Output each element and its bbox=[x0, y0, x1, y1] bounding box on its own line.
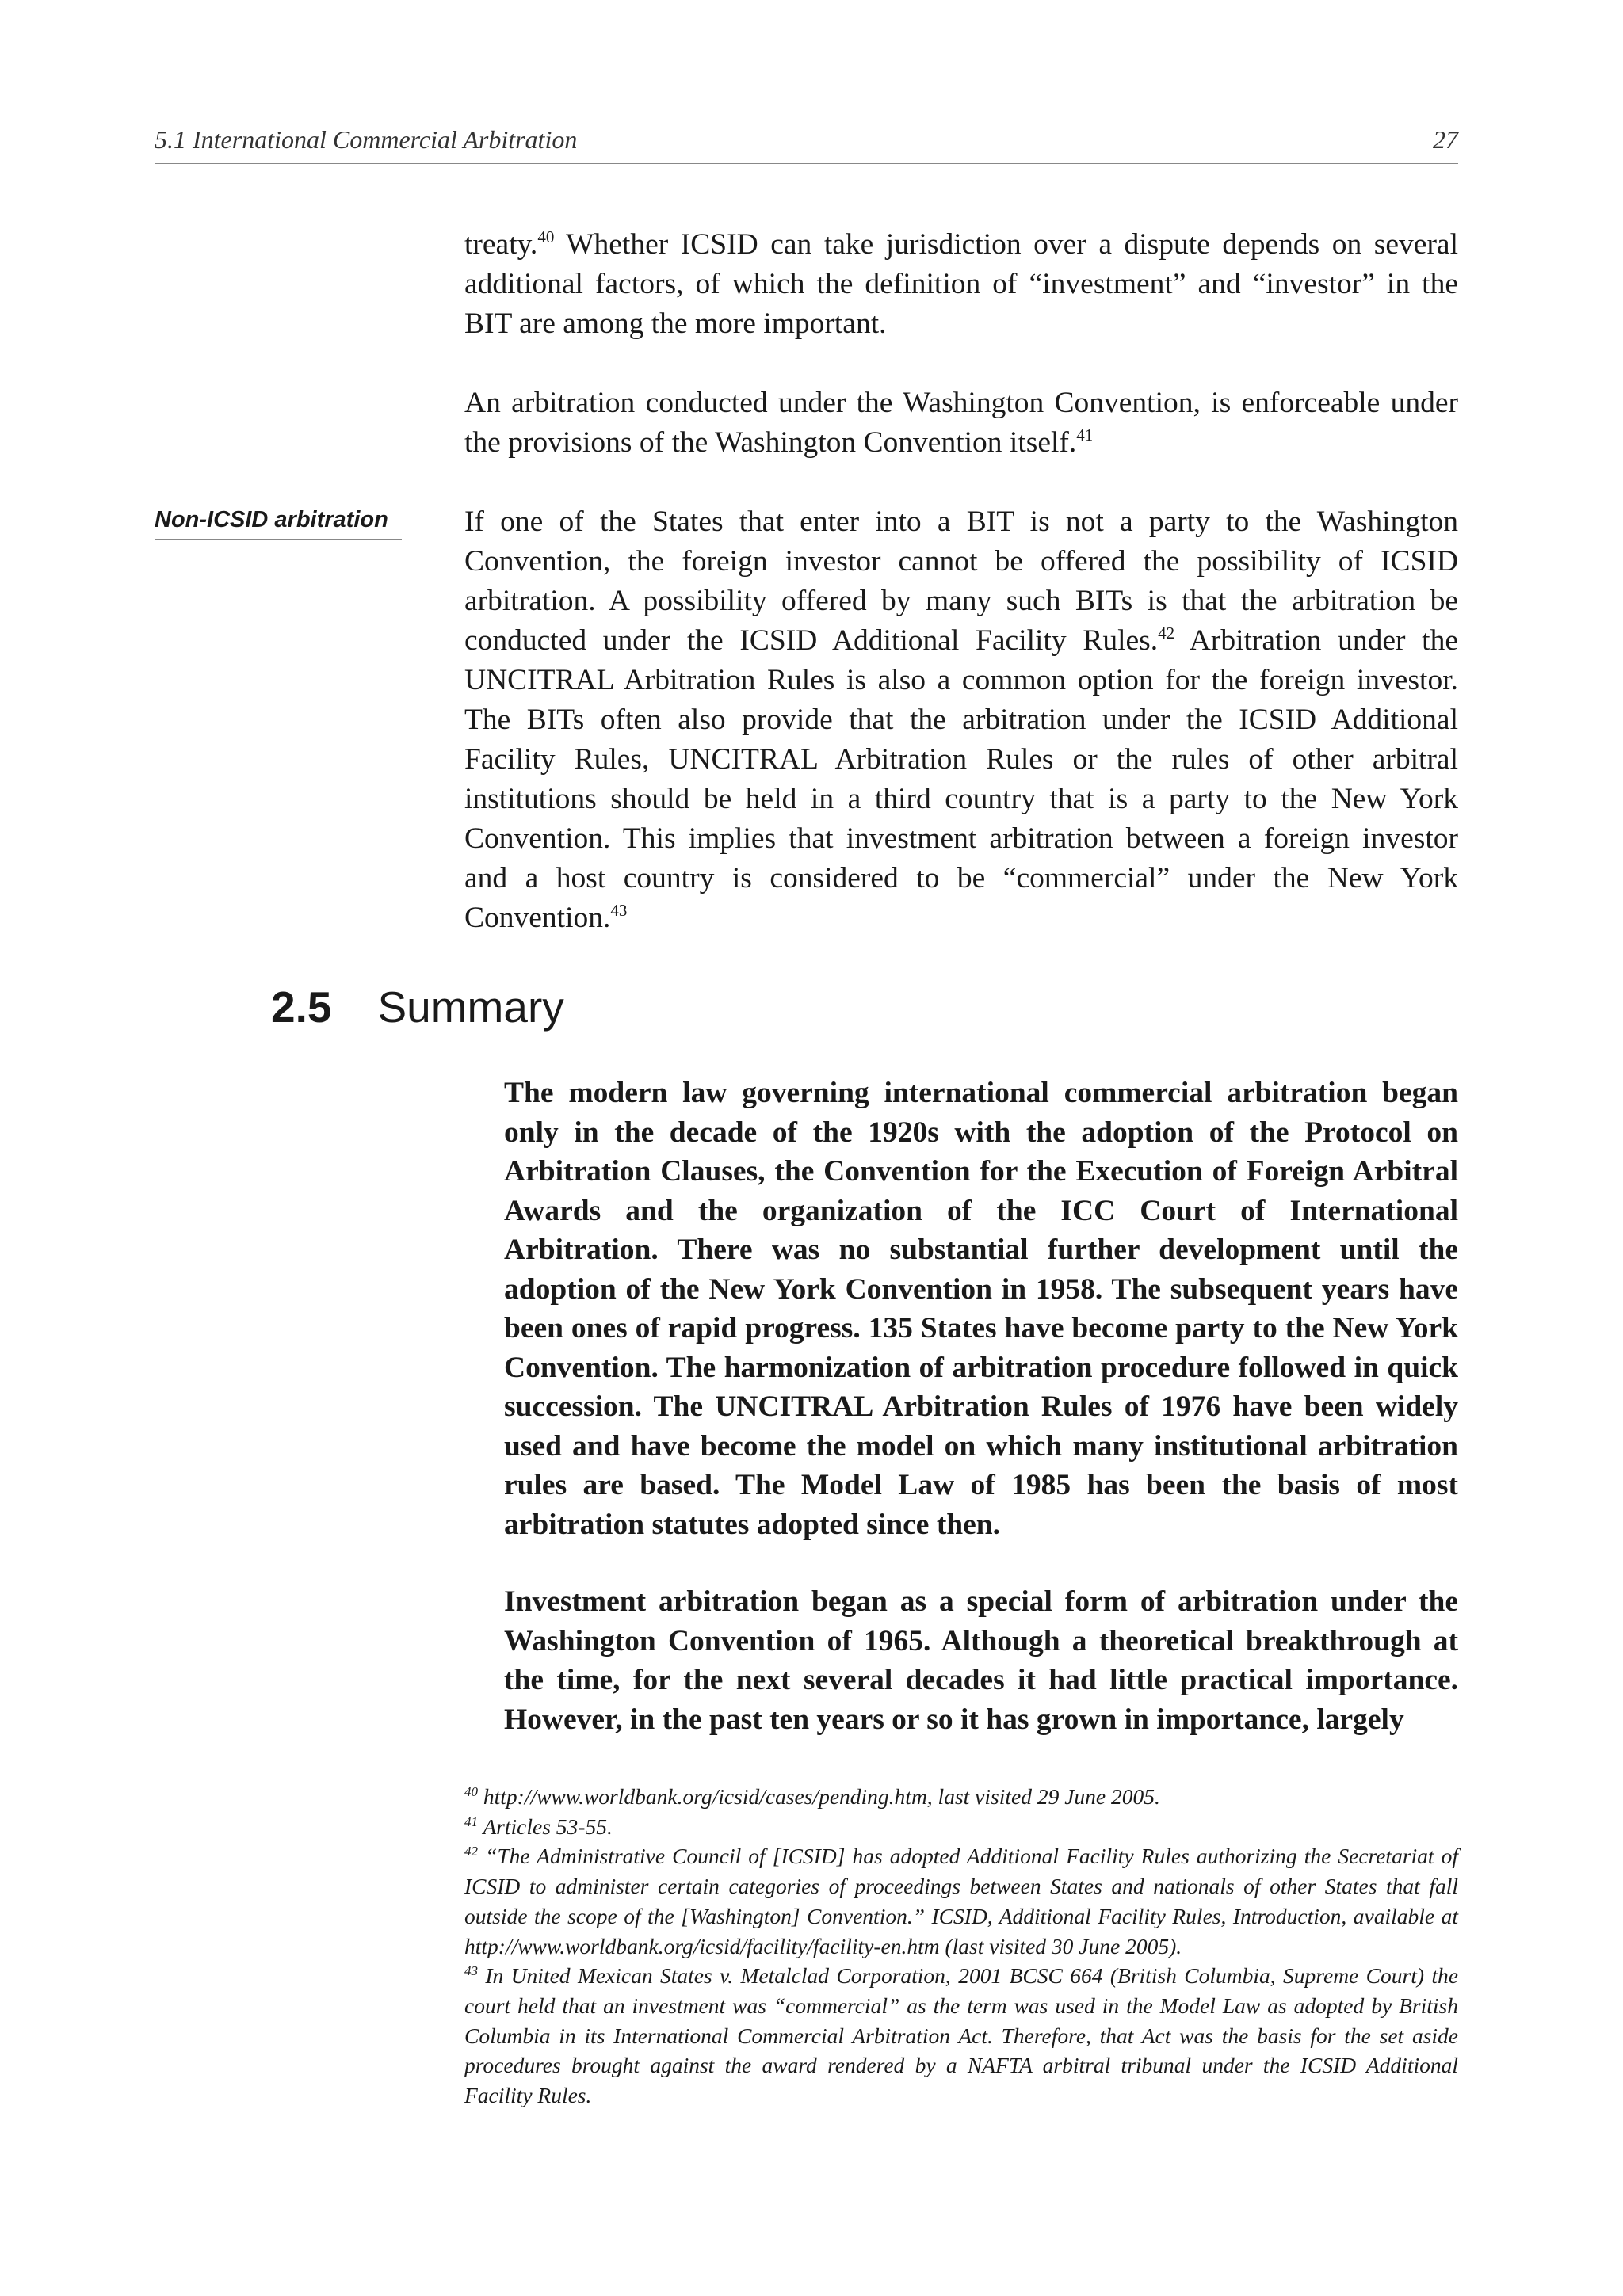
body-paragraph-3-start: If one of the States that enter into a BIT is not a party to the Washington Convention, the foreign investor cannot be offered the possibility of ICSID arbitration. A possibility offered by many such BITs is that the arbitration be conducted under the ICSID Additional Facility Rules. bbox=[464, 505, 1458, 657]
footnote-number: 40 bbox=[464, 1784, 478, 1799]
footnote-text: “The Administrative Council of [ICSID] has adopted Additional Facility Rules authorizing the Secretariat of ICSID to administer certain categories of proceedings between States and nationals of other States that fall outside the scope of the [Washington] Convention.” ICSID, Additional Facility Rules, Introduction, available at http://www.worldbank.org/icsid/facility/facility-en.htm (last visited 30 June 2005). bbox=[464, 1844, 1458, 1958]
footnote-41 bbox=[464, 1812, 1458, 1842]
body-paragraph-3-rest: Arbitration under the UNCITRAL Arbitration Rules is also a common option for the foreign investor. The BITs often also provide that the arbitration under the ICSID Additional Facility Rules, UNCITRAL Arbitration Rules or the rules of other arbitral institutions should be held in a third country that is a party to the New York Convention. This implies that investment arbitration between a foreign investor and a host country is considered to be “commercial” under the New York Convention. bbox=[464, 624, 1458, 934]
summary-paragraph-2: Investment arbitration began as a special form of arbitration under the Washington Convention of 1965. Although a theoretical breakthrough at the time, for the next several decades it had little practical importance. However, in the past ten years or so it has grown in importance, largely bbox=[504, 1585, 1458, 1736]
section-title: Summary bbox=[377, 982, 564, 1032]
section-heading bbox=[271, 979, 567, 1035]
footnotes bbox=[464, 1782, 1458, 2111]
summary-paragraph-1: The modern law governing international commercial arbitration began only in the decade of the 1920s with the adoption of the Protocol on Arbitration Clauses, the Convention for the Execution of Foreign Arbitral Awards and the organization of the ICC Court of International Arbitration. There was no substantial further development until the adoption of the New York Convention in 1958. The subsequent years have been ones of rapid progress. 135 States have become party to the New York Convention. The harmonization of arbitration procedure followed in quick succession. The UNCITRAL Arbitration Rules of 1976 have been widely used and have become the model on which many institutional arbitration rules are based. The Model Law of 1985 has been the basis of most arbitration statutes adopted since then. bbox=[504, 1077, 1458, 1541]
running-header-section: 5.1 International Commercial Arbitration bbox=[155, 125, 578, 154]
body-paragraph-2 bbox=[464, 383, 1458, 463]
footnote-number: 43 bbox=[464, 1963, 478, 1979]
footnote-number: 41 bbox=[464, 1814, 478, 1829]
body-paragraph-1-start: treaty. bbox=[464, 228, 538, 261]
footnote-text: Articles 53-55. bbox=[478, 1814, 613, 1839]
section-number: 2.5 bbox=[271, 982, 332, 1032]
margin-note-non-icsid: Non-ICSID arbitration bbox=[155, 507, 402, 540]
footnote-40 bbox=[464, 1782, 1458, 1812]
running-header bbox=[155, 125, 1458, 164]
footnote-text: In United Mexican States v. Metalclad Corporation, 2001 BCSC 664 (British Columbia, Supreme Court) the court held that an investment was “commercial” as the term was used in the Model Law as adopted by British Columbia in its International Commercial Arbitration Act. Therefore, that Act was the basis for the set aside procedures brought against the award rendered by a NAFTA arbitral tribunal under the ICSID Additional Facility Rules. bbox=[464, 1963, 1458, 2108]
footnote-ref-41: 41 bbox=[1076, 425, 1094, 444]
footnote-ref-40: 40 bbox=[537, 227, 555, 246]
footnote-text: http://www.worldbank.org/icsid/cases/pending.htm, last visited 29 June 2005. bbox=[478, 1784, 1160, 1809]
body-paragraph-1-rest: Whether ICSID can take jurisdiction over a dispute depends on several additional factors, of which the definition of “investment” and “investor” in the BIT are among the more important. bbox=[464, 228, 1458, 340]
footnote-ref-43: 43 bbox=[610, 901, 628, 920]
footnote-43 bbox=[464, 1961, 1458, 2111]
body-paragraph-1 bbox=[464, 225, 1458, 344]
body-paragraph-3 bbox=[464, 502, 1458, 938]
footnote-ref-42: 42 bbox=[1158, 624, 1175, 643]
page-number: 27 bbox=[1433, 125, 1458, 154]
footnote-42 bbox=[464, 1841, 1458, 1961]
footnote-number: 42 bbox=[464, 1844, 478, 1859]
body-paragraph-2-text: An arbitration conducted under the Washington Convention, is enforceable under the provisions of the Washington Convention itself. bbox=[464, 387, 1458, 459]
